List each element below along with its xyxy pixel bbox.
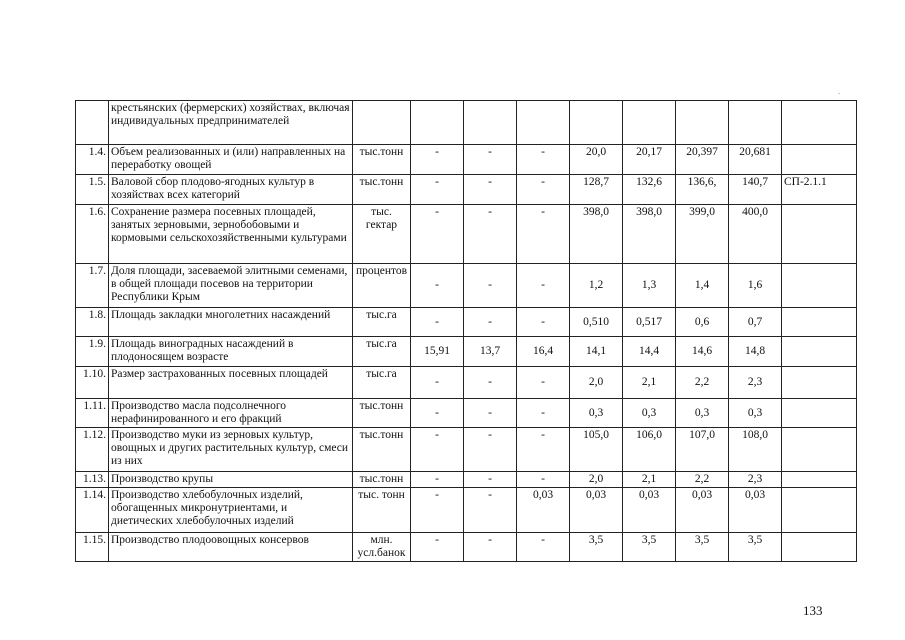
table-row	[76, 472, 857, 488]
note-cell	[782, 428, 857, 472]
value-cell: 0,510	[570, 308, 623, 337]
value-cell	[729, 101, 782, 145]
value-cell: 132,6	[623, 175, 676, 205]
table-row	[76, 264, 857, 308]
row-number-cell	[76, 101, 109, 145]
indicator-name-cell: Объем реализованных и (или) направленных на переработку овощей	[109, 145, 353, 175]
unit-cell: тыс.га	[353, 367, 411, 399]
value-cell: 14,1	[570, 337, 623, 367]
value-cell: 0,517	[623, 308, 676, 337]
value-cell: 0,3	[623, 399, 676, 428]
value-cell: 0,7	[729, 308, 782, 337]
value-cell: -	[517, 367, 570, 399]
unit-cell: тыс.тонн	[353, 399, 411, 428]
value-cell	[517, 101, 570, 145]
value-cell: -	[517, 145, 570, 175]
value-cell: -	[464, 367, 517, 399]
indicator-name-cell: крестьянских (фермерских) хозяйствах, включая индивидуальных предпринимателей	[109, 101, 353, 145]
table-row	[76, 145, 857, 175]
value-cell: -	[517, 205, 570, 264]
value-cell: 3,5	[570, 533, 623, 562]
value-cell: 398,0	[623, 205, 676, 264]
value-cell: -	[464, 145, 517, 175]
value-cell: -	[464, 205, 517, 264]
value-cell: 106,0	[623, 428, 676, 472]
row-number-cell: 1.11.	[76, 399, 109, 428]
row-number-cell: 1.12.	[76, 428, 109, 472]
value-cell: -	[411, 308, 464, 337]
value-cell: -	[464, 488, 517, 533]
value-cell: -	[464, 428, 517, 472]
table-row	[76, 488, 857, 533]
note-cell	[782, 399, 857, 428]
table-row	[76, 428, 857, 472]
row-number-cell: 1.8.	[76, 308, 109, 337]
unit-cell	[353, 101, 411, 145]
value-cell: -	[411, 145, 464, 175]
note-cell	[782, 101, 857, 145]
value-cell: -	[411, 428, 464, 472]
value-cell: 20,397	[676, 145, 729, 175]
row-number-cell: 1.4.	[76, 145, 109, 175]
unit-cell: тыс. тонн	[353, 488, 411, 533]
value-cell: 15,91	[411, 337, 464, 367]
value-cell: 1,2	[570, 264, 623, 308]
value-cell: -	[411, 472, 464, 488]
value-cell	[676, 101, 729, 145]
page-number: 133	[803, 603, 823, 618]
value-cell: 400,0	[729, 205, 782, 264]
unit-cell: тыс.тонн	[353, 472, 411, 488]
value-cell: -	[464, 399, 517, 428]
value-cell: 2,2	[676, 367, 729, 399]
value-cell: -	[411, 399, 464, 428]
value-cell: 0,03	[676, 488, 729, 533]
table-row	[76, 533, 857, 562]
table-row	[76, 308, 857, 337]
value-cell: 105,0	[570, 428, 623, 472]
row-number-cell: 1.14.	[76, 488, 109, 533]
value-cell: -	[411, 205, 464, 264]
indicator-name-cell: Валовой сбор плодово-ягодных культур в хозяйствах всех категорий	[109, 175, 353, 205]
row-number-cell: 1.15.	[76, 533, 109, 562]
note-cell	[782, 367, 857, 399]
value-cell: 14,6	[676, 337, 729, 367]
table-body	[76, 101, 857, 562]
note-cell	[782, 145, 857, 175]
unit-cell: тыс.га	[353, 308, 411, 337]
indicator-name-cell: Производство плодоовощных консервов	[109, 533, 353, 562]
value-cell: 136,6,	[676, 175, 729, 205]
value-cell: -	[517, 533, 570, 562]
value-cell: 2,1	[623, 472, 676, 488]
value-cell: -	[517, 308, 570, 337]
value-cell: -	[517, 264, 570, 308]
value-cell: -	[517, 175, 570, 205]
note-cell: СП-2.1.1	[782, 175, 857, 205]
indicator-name-cell: Площадь виноградных насаждений в плодоносящем возрасте	[109, 337, 353, 367]
value-cell: -	[411, 533, 464, 562]
value-cell: 13,7	[464, 337, 517, 367]
value-cell: 399,0	[676, 205, 729, 264]
value-cell: -	[411, 367, 464, 399]
value-cell: -	[464, 264, 517, 308]
indicator-name-cell: Площадь закладки многолетних насаждений	[109, 308, 353, 337]
value-cell: 16,4	[517, 337, 570, 367]
value-cell: 0,03	[570, 488, 623, 533]
unit-cell: тыс.га	[353, 337, 411, 367]
note-cell	[782, 308, 857, 337]
value-cell: 0,03	[729, 488, 782, 533]
indicator-name-cell: Производство муки из зерновых культур, овощных и других растительных культур, смеси из них	[109, 428, 353, 472]
value-cell: -	[464, 175, 517, 205]
value-cell: 1,4	[676, 264, 729, 308]
value-cell: -	[517, 399, 570, 428]
value-cell: 2,0	[570, 472, 623, 488]
value-cell: -	[517, 428, 570, 472]
unit-cell: процентов	[353, 264, 411, 308]
note-cell	[782, 472, 857, 488]
unit-cell: млн. усл.банок	[353, 533, 411, 562]
value-cell	[623, 101, 676, 145]
unit-cell: тыс.тонн	[353, 175, 411, 205]
value-cell: -	[464, 533, 517, 562]
value-cell	[411, 101, 464, 145]
value-cell: 2,2	[676, 472, 729, 488]
value-cell: 2,3	[729, 472, 782, 488]
value-cell: -	[517, 472, 570, 488]
value-cell: -	[464, 308, 517, 337]
indicator-name-cell: Доля площади, засеваемой элитными семенами, в общей площади посевов на территории Республики Крым	[109, 264, 353, 308]
value-cell: -	[411, 264, 464, 308]
indicator-name-cell: Производство хлебобулочных изделий, обогащенных микронутриентами, и диетических хлебобулочных изделий	[109, 488, 353, 533]
note-cell	[782, 337, 857, 367]
table-row	[76, 175, 857, 205]
value-cell: 0,3	[729, 399, 782, 428]
indicator-name-cell: Производство крупы	[109, 472, 353, 488]
value-cell: 1,3	[623, 264, 676, 308]
table-row	[76, 101, 857, 145]
value-cell: -	[411, 175, 464, 205]
value-cell: 140,7	[729, 175, 782, 205]
value-cell: 2,3	[729, 367, 782, 399]
value-cell: 3,5	[729, 533, 782, 562]
row-number-cell: 1.6.	[76, 205, 109, 264]
value-cell: 1,6	[729, 264, 782, 308]
value-cell: 0,03	[517, 488, 570, 533]
row-number-cell: 1.5.	[76, 175, 109, 205]
indicator-name-cell: Сохранение размера посевных площадей, занятых зерновыми, зернобобовыми и кормовыми сельскохозяйственными культурами	[109, 205, 353, 264]
value-cell: 108,0	[729, 428, 782, 472]
unit-cell: тыс. гектар	[353, 205, 411, 264]
indicator-name-cell: Производство масла подсолнечного нерафинированного и его фракций	[109, 399, 353, 428]
row-number-cell: 1.7.	[76, 264, 109, 308]
value-cell: 0,03	[623, 488, 676, 533]
table-row	[76, 337, 857, 367]
unit-cell: тыс.тонн	[353, 428, 411, 472]
value-cell: 20,17	[623, 145, 676, 175]
value-cell	[570, 101, 623, 145]
indicators-table	[75, 100, 857, 562]
scan-dot-mark: .	[838, 86, 841, 96]
value-cell: 398,0	[570, 205, 623, 264]
value-cell: 20,681	[729, 145, 782, 175]
value-cell	[464, 101, 517, 145]
row-number-cell: 1.13.	[76, 472, 109, 488]
indicator-name-cell: Размер застрахованных посевных площадей	[109, 367, 353, 399]
unit-cell: тыс.тонн	[353, 145, 411, 175]
table-row	[76, 367, 857, 399]
value-cell: 2,0	[570, 367, 623, 399]
row-number-cell: 1.9.	[76, 337, 109, 367]
value-cell: 20,0	[570, 145, 623, 175]
value-cell: 0,6	[676, 308, 729, 337]
note-cell	[782, 488, 857, 533]
value-cell: 0,3	[676, 399, 729, 428]
value-cell: 2,1	[623, 367, 676, 399]
value-cell: -	[464, 472, 517, 488]
note-cell	[782, 533, 857, 562]
value-cell: 0,3	[570, 399, 623, 428]
value-cell: 3,5	[676, 533, 729, 562]
value-cell: 107,0	[676, 428, 729, 472]
value-cell: 14,8	[729, 337, 782, 367]
value-cell: 128,7	[570, 175, 623, 205]
row-number-cell: 1.10.	[76, 367, 109, 399]
value-cell: 3,5	[623, 533, 676, 562]
note-cell	[782, 205, 857, 264]
table-row	[76, 205, 857, 264]
note-cell	[782, 264, 857, 308]
value-cell: 14,4	[623, 337, 676, 367]
value-cell: -	[411, 488, 464, 533]
table-row	[76, 399, 857, 428]
